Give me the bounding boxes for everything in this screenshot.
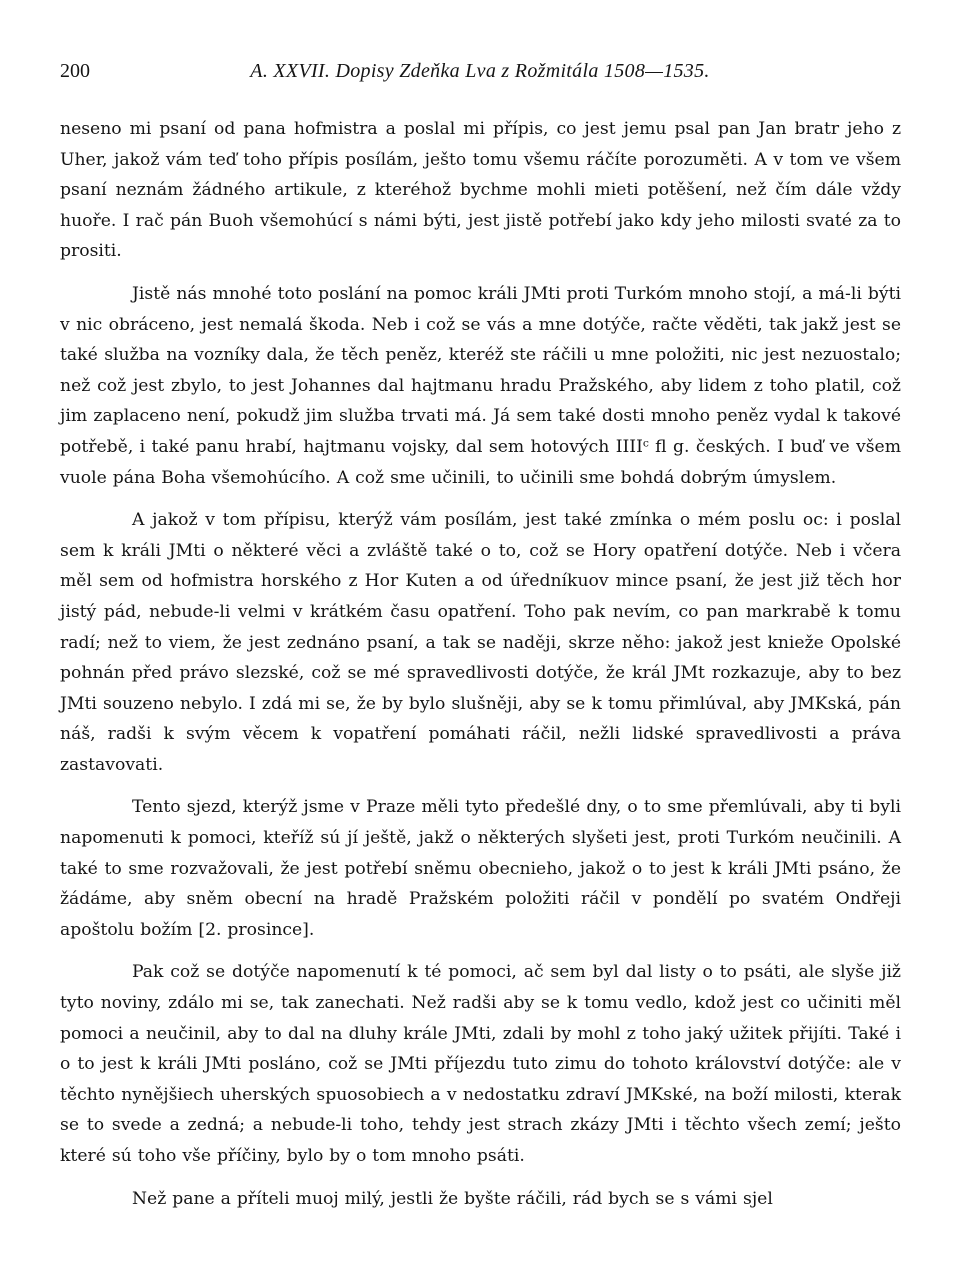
running-title: A. XXVII. Dopisy Zdeňka Lva z Rožmitála 1508—1535. bbox=[250, 60, 710, 82]
paragraph: Tento sjezd, kterýž jsme v Praze měli tyto předešlé dny, o to sme přemlúvali, aby ti byli napomenuti k pomoci, kteříž sú jí ještě, jakž o některých slyšeti jest, proti Turkóm neučinili. A také to sme rozvažovali, že jest potřebí sněmu obecnieho, jakož o to jest k králi JMti psáno, že žádáme, aby sněm obecní na hradě Pražském položiti ráčil v pondělí po svatém Ondřeji apoštolu božím [2. prosince]. bbox=[60, 797, 901, 940]
paragraph: neseno mi psaní od pana hofmistra a poslal mi přípis, co jest jemu psal pan Jan bratr jeho z Uher, jakož vám teď toho přípis posílám, ješto tomu všemu ráčíte porozuměti. A v tom ve všem psaní neznám žádného artikule, z kteréhož bychme mohli mieti potěšení, než čím dále vždy huoře. I rač pán Buoh všemohúcí s námi býti, jest jistě potřebí jako kdy jeho milosti svaté za to prositi. bbox=[60, 119, 901, 262]
page-number: 200 bbox=[60, 60, 90, 82]
paragraph: Pak což se dotýče napomenutí k té pomoci, ač sem byl dal listy o to psáti, ale slyše již tyto noviny, zdálo mi se, tak zanechati. Než radši aby se k tomu vedlo, kdož jest co učiniti měl pomoci a neučinil, aby to dal na dluhy krále JMti, zdali by mohl z toho jaký užitek přijíti. Také i o to jest k králi JMti posláno, což se JMti příjezdu tuto zimu do tohoto království dotýče: ale v těchto nynějšiech uherských spuosobiech a v nedostatku zdraví JMKské, na boží milosti, kterak se to svede a zedná; a nebude-li toho, tehdy jest strach zkázy JMti i těchto všech zemí; ješto které sú toho vše příčiny, bylo by o tom mnoho psáti. bbox=[60, 962, 901, 1166]
paragraph: Jistě nás mnohé toto poslání na pomoc králi JMti proti Turkóm mnoho stojí, a má-li býti v nic obráceno, jest nemalá škoda. Neb i což se vás a mne dotýče, račte věděti, tak jakž jest se také služba na vozníky dala, že těch peněz, kteréž ste ráčili u mne položiti, nic jest nezuostalo; než což jest zbylo, to jest Johannes dal hajtmanu hradu Pražského, aby lidem z toho platil, což jim zaplaceno není, pokudž jim služba trvati má. Já sem také dosti mnoho peněz vydal k takové potřebě, i také panu hrabí, hajtmanu vojsky, dal sem hotových IIIIᶜ fl g. českých. I buď ve všem vuole pána Boha všemohúcího. A což sme učinili, to učinili sme bohdá dobrým úmyslem. bbox=[60, 283, 901, 488]
paragraph: A jakož v tom přípisu, kterýž vám posílám, jest také zmínka o mém poslu oc: i poslal sem k králi JMti o některé věci a zvláště také o to, což se Hory opatření dotýče. Neb i včera měl sem od hofmistra horského z Hor Kuten a od úředníkuov mince psaní, že jest již těch hor jistý pád, nebude-li velmi v krátkém času opatření. Toho pak nevím, co pan markrabě k tomu radí; než to viem, že jest zednáno psaní, a tak se naději, skrze něho: jakož jest knieže Opolské pohnán před právo slezské, což se mé spravedlivosti dotýče, že král JMt rozkazuje, aby to bez JMti souzeno nebylo. I zdá mi se, že by bylo slušněji, aby se k tomu přimlúval, aby JMKská, pán náš, radši k svým věcem k vopatření pomáhati ráčil, nežli lidské spravedlivosti a práva zastavovati. bbox=[60, 510, 901, 775]
running-header bbox=[60, 60, 900, 90]
paragraph: Než pane a příteli muoj milý, jestli že byšte ráčili, rád bych se s vámi sjel bbox=[132, 1188, 773, 1209]
body-text bbox=[60, 114, 901, 1214]
